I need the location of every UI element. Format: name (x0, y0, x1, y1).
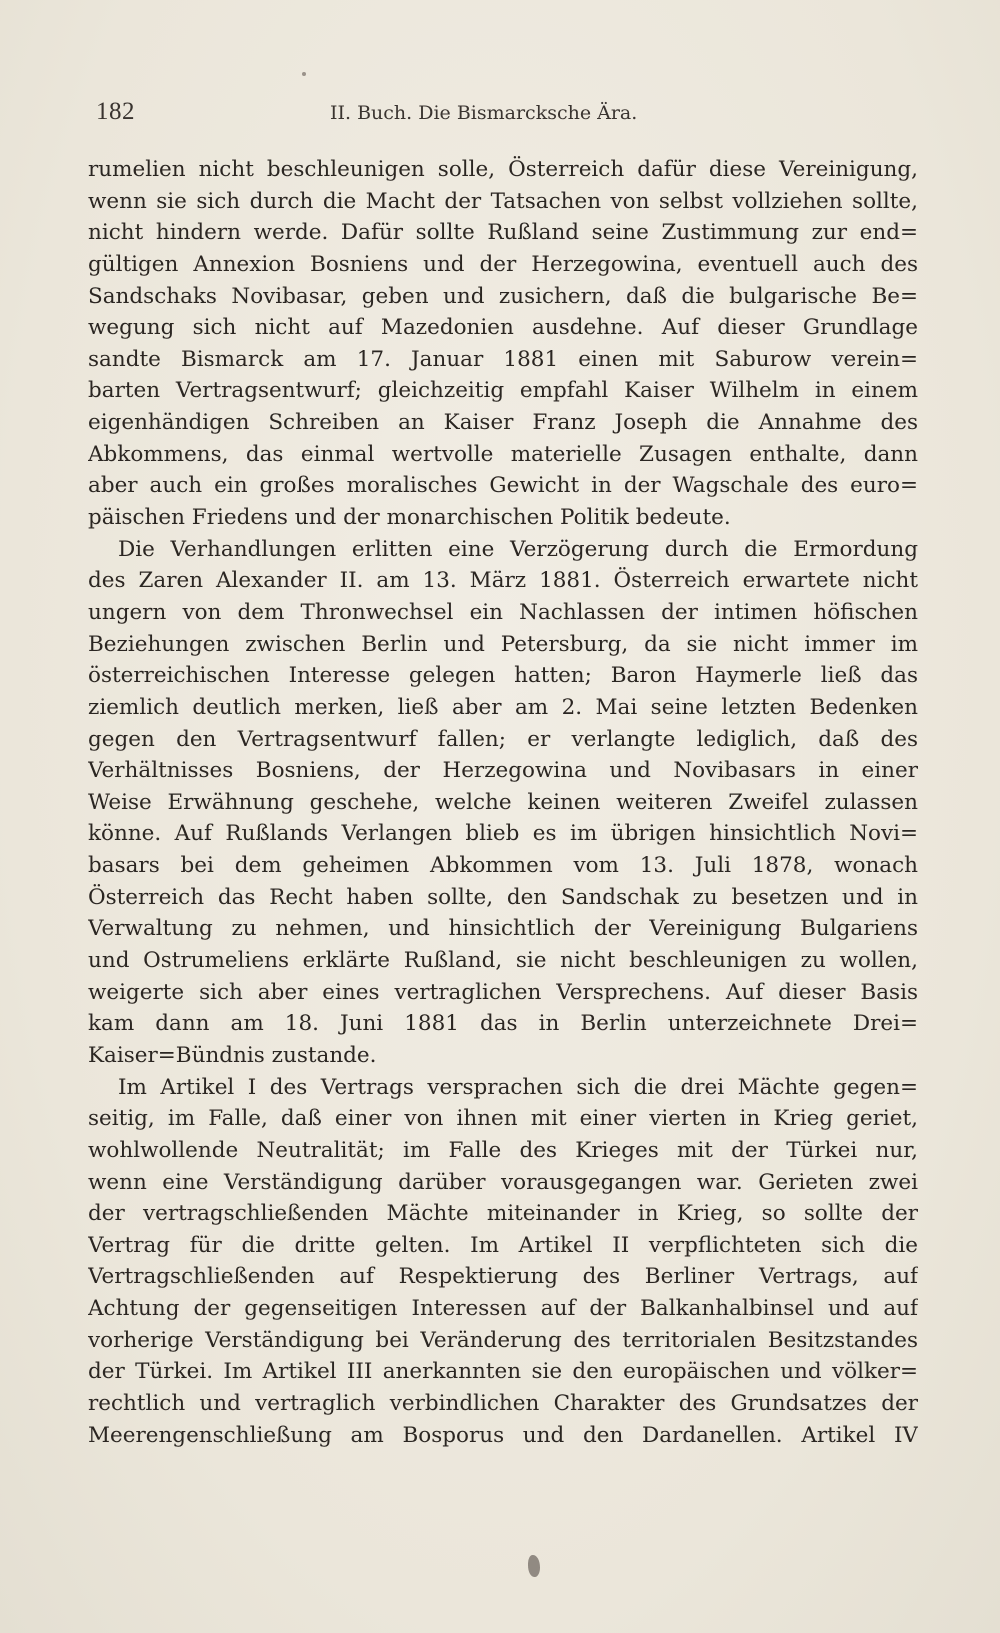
ink-speck (302, 72, 306, 76)
text-line: ungern von dem Thronwechsel ein Nachlassen der intimen höfischen (88, 599, 918, 625)
body-text (88, 154, 918, 1451)
text-line: und Ostrumeliens erklärte Rußland, sie nicht beschleunigen zu wollen, (88, 948, 918, 974)
text-line: der vertragschließenden Mächte miteinander in Krieg, so sollte der (88, 1201, 918, 1227)
text-line: gültigen Annexion Bosniens und der Herzegowina, eventuell auch des (88, 251, 918, 277)
text-line: wenn eine Verständigung darüber vorausgegangen war. Gerieten zwei (88, 1169, 918, 1195)
text-line: Verhältnisses Bosniens, der Herzegowina und Novibasars in einer (88, 758, 918, 784)
text-line: nicht hindern werde. Dafür sollte Rußland seine Zustimmung zur end= (88, 220, 918, 246)
text-line: der Türkei. Im Artikel III anerkannten sie den europäischen und völker= (88, 1359, 918, 1385)
running-head: II. Buch. Die Bismarcksche Ära. (330, 102, 638, 124)
ink-blot (528, 1555, 540, 1577)
text-line: ziemlich deutlich merken, ließ aber am 2. Mai seine letzten Bedenken (88, 694, 918, 720)
text-line: Österreich das Recht haben sollte, den Sandschak zu besetzen und in (88, 884, 918, 910)
text-line: wegung sich nicht auf Mazedonien ausdehne. Auf dieser Grundlage (88, 315, 918, 341)
text-line: weigerte sich aber eines vertraglichen Versprechens. Auf dieser Basis (88, 979, 918, 1005)
text-line: wenn sie sich durch die Macht der Tatsachen von selbst vollziehen sollte, (88, 188, 918, 214)
text-line: Sandschaks Novibasar, geben und zusichern, daß die bulgarische Be= (88, 283, 918, 309)
text-line: eigenhändigen Schreiben an Kaiser Franz Joseph die Annahme des (88, 410, 918, 436)
text-line: österreichischen Interesse gelegen hatten; Baron Haymerle ließ das (88, 663, 918, 689)
text-line: vorherige Verständigung bei Veränderung des territorialen Besitzstandes (88, 1327, 918, 1353)
text-line: rumelien nicht beschleunigen solle, Österreich dafür diese Vereinigung, (88, 157, 918, 182)
text-line: Kaiser=Bündnis zustande. (88, 1042, 377, 1068)
text-line: Vertragschließenden auf Respektierung des Berliner Vertrags, auf (88, 1264, 918, 1290)
text-line: Beziehungen zwischen Berlin und Petersburg, da sie nicht immer im (88, 631, 918, 657)
text-line: Abkommens, das einmal wertvolle materielle Zusagen enthalte, dann (88, 441, 918, 467)
text-line: Vertrag für die dritte gelten. Im Artikel II verpflichteten sich die (88, 1232, 918, 1258)
text-line: Meerengenschließung am Bosporus und den Dardanellen. Artikel IV (88, 1422, 918, 1448)
text-line: Die Verhandlungen erlitten eine Verzögerung durch die Ermordung (118, 536, 918, 562)
text-line: päischen Friedens und der monarchischen Politik bedeute. (88, 505, 731, 531)
text-line: barten Vertragsentwurf; gleichzeitig empfahl Kaiser Wilhelm in einem (88, 378, 918, 404)
text-line: kam dann am 18. Juni 1881 das in Berlin unterzeichnete Drei= (88, 1011, 918, 1037)
text-line: basars bei dem geheimen Abkommen vom 13. Juli 1878, wonach (88, 853, 918, 879)
text-line: gegen den Vertragsentwurf fallen; er verlangte lediglich, daß des (88, 726, 918, 752)
text-line: könne. Auf Rußlands Verlangen blieb es im übrigen hinsichtlich Novi= (88, 821, 918, 847)
text-line: aber auch ein großes moralisches Gewicht in der Wagschale des euro= (88, 473, 918, 499)
text-line: Verwaltung zu nehmen, und hinsichtlich der Vereinigung Bulgariens (88, 916, 918, 942)
text-line: wohlwollende Neutralität; im Falle des Krieges mit der Türkei nur, (88, 1137, 918, 1163)
text-line: sandte Bismarck am 17. Januar 1881 einen mit Saburow verein= (88, 346, 918, 372)
page-number: 182 (96, 98, 135, 125)
text-line: des Zaren Alexander II. am 13. März 1881. Österreich erwartete nicht (88, 568, 918, 594)
text-line: Im Artikel I des Vertrags versprachen sich die drei Mächte gegen= (118, 1074, 918, 1100)
text-line: Achtung der gegenseitigen Interessen auf der Balkanhalbinsel und auf (88, 1296, 918, 1322)
text-line: Weise Erwähnung geschehe, welche keinen weiteren Zweifel zulassen (88, 789, 918, 815)
text-line: rechtlich und vertraglich verbindlichen Charakter des Grundsatzes der (88, 1390, 918, 1416)
text-line: seitig, im Falle, daß einer von ihnen mit einer vierten in Krieg geriet, (88, 1106, 918, 1132)
page-header (88, 96, 918, 136)
